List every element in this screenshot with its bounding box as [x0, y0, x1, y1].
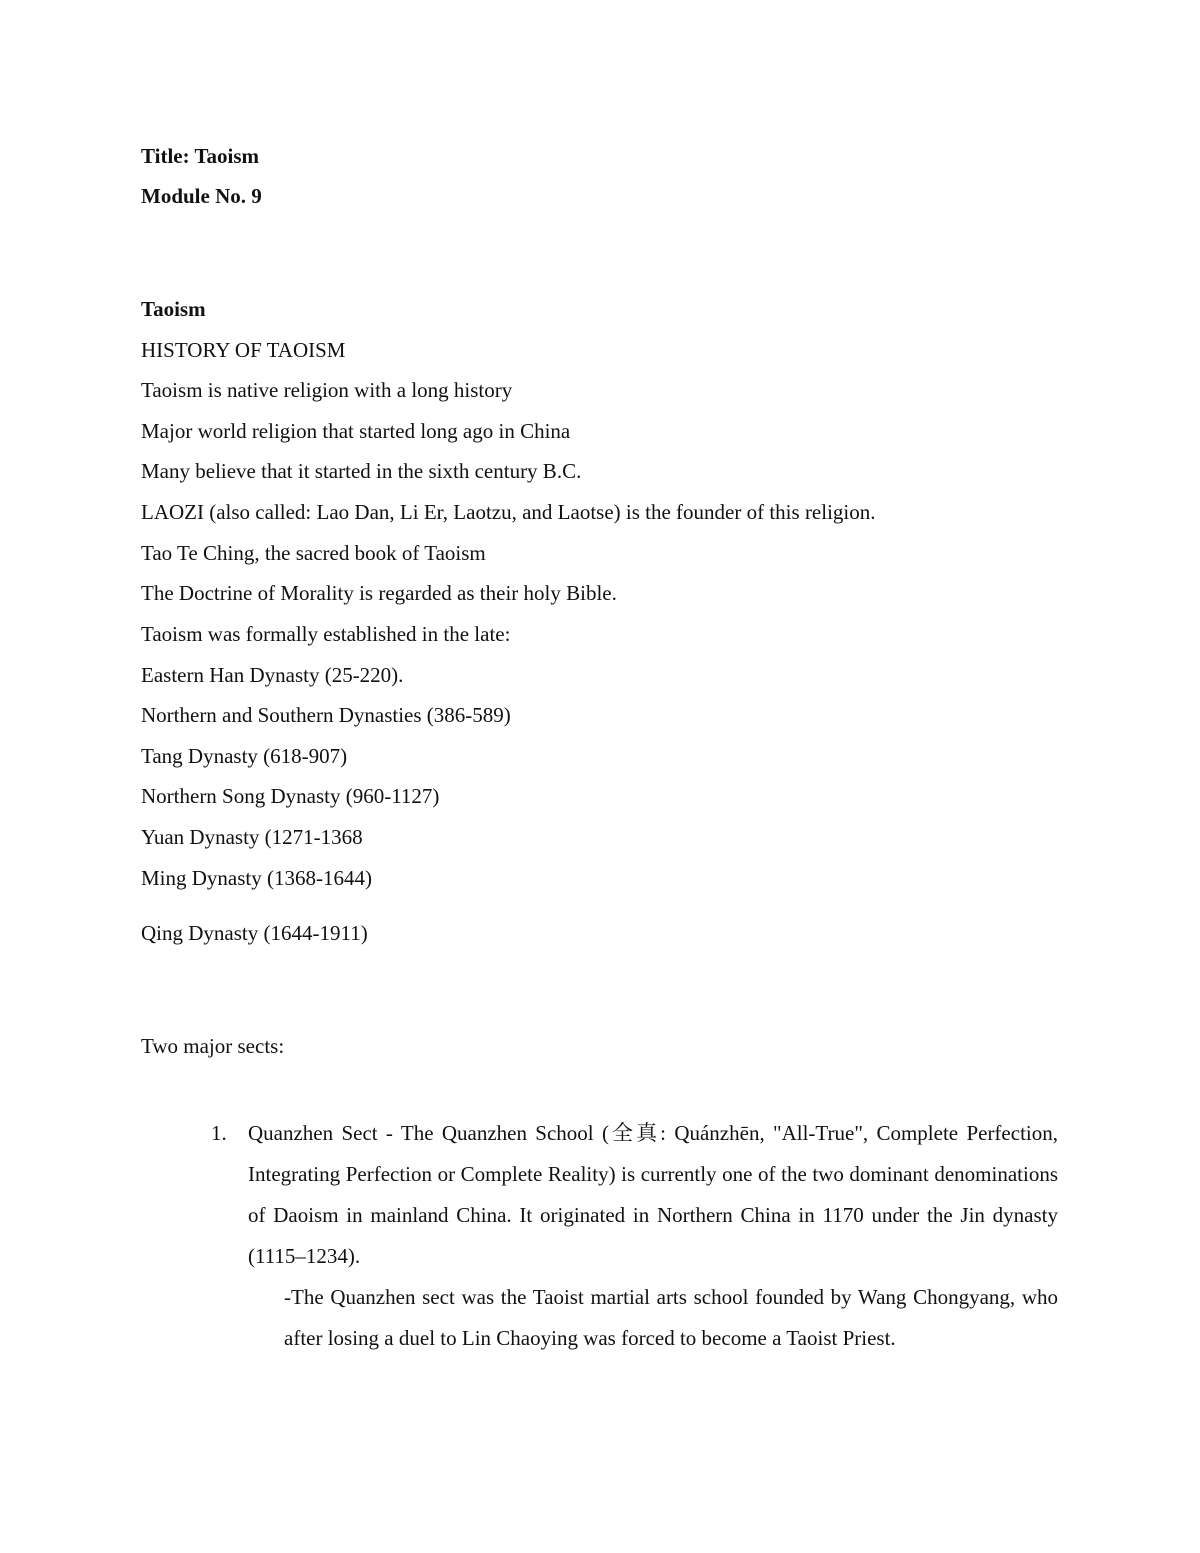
sect-note: -The Quanzhen sect was the Taoist martial arts school founded by Wang Chongyang, who after losing a duel to Lin Chaoying was forced to become a Taoist Priest. [284, 1285, 1058, 1350]
document-title: Title: Taoism [141, 144, 260, 168]
dynasty-line: Ming Dynasty (1368-1644) [141, 866, 372, 890]
dynasty-line: Northern Song Dynasty (960-1127) [141, 784, 440, 808]
section-heading: Taoism [141, 297, 206, 321]
module-number: Module No. 9 [141, 184, 262, 208]
history-line: LAOZI (also called: Lao Dan, Li Er, Laotzu, and Laotse) is the founder of this religion. [141, 500, 876, 524]
history-line: The Doctrine of Morality is regarded as their holy Bible. [141, 581, 617, 605]
dynasty-line: Eastern Han Dynasty (25-220). [141, 663, 404, 687]
sect-description: Quanzhen Sect - The Quanzhen School (全真: Quánzhēn, "All-True", Complete Perfection, Integrating Perfection or Complete Reality) is currently one of the two dominant denominations of Daoism in mainland China. It originated in Northern China in 1170 under the Jin dynasty (1115–1234). [248, 1121, 1058, 1268]
dynasty-line: Yuan Dynasty (1271-1368 [141, 825, 363, 849]
section-subheading: HISTORY OF TAOISM [141, 338, 346, 362]
history-line: Major world religion that started long ago in China [141, 419, 571, 443]
dynasty-line: Northern and Southern Dynasties (386-589) [141, 703, 511, 727]
dynasty-line: Qing Dynasty (1644-1911) [141, 921, 368, 945]
history-line: Tao Te Ching, the sacred book of Taoism [141, 541, 486, 565]
history-line: Many believe that it started in the sixth century B.C. [141, 459, 582, 483]
history-line: Taoism is native religion with a long history [141, 378, 513, 402]
list-number: 1. [211, 1121, 227, 1145]
sects-intro: Two major sects: [141, 1034, 285, 1058]
history-line: Taoism was formally established in the late: [141, 622, 511, 646]
dynasty-line: Tang Dynasty (618-907) [141, 744, 348, 768]
